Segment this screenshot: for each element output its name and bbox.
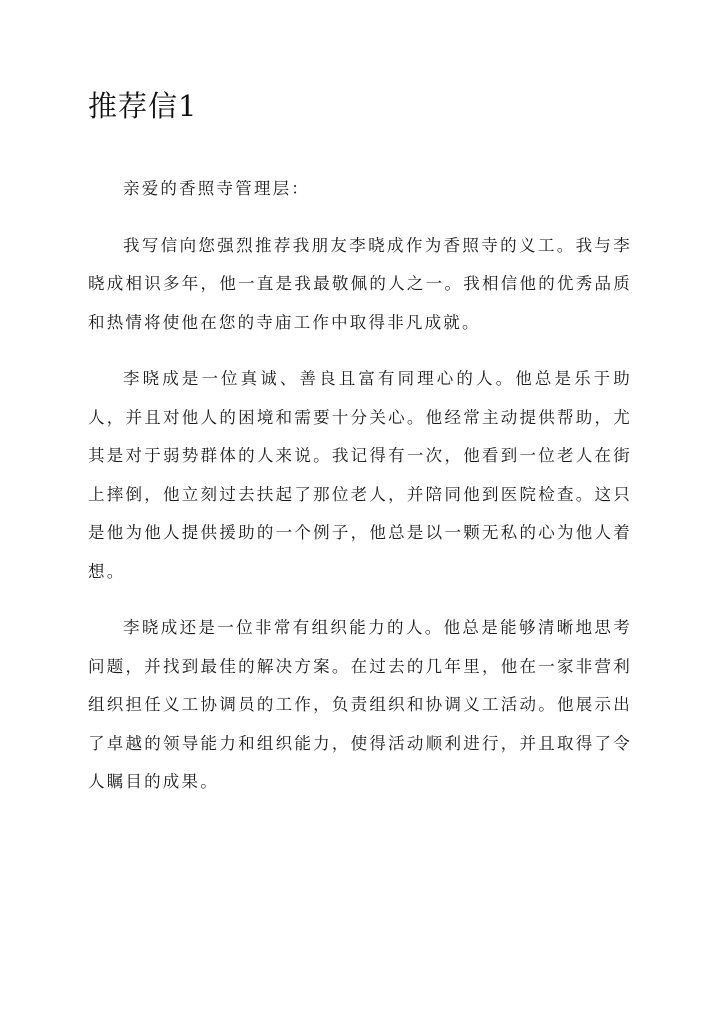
paragraph-recommendation: 我写信向您强烈推荐我朋友李晓成作为香照寺的义工。我与李晓成相识多年，他一直是我最敬佩的人之一。我相信他的优秀品质和热情将使他在您的寺庙工作中取得非凡成就。 [88, 235, 632, 332]
letter-body [88, 170, 632, 820]
salutation: 亲爱的香照寺管理层： [123, 179, 310, 198]
document-title: 推荐信1 [88, 89, 198, 123]
paragraph-organization: 李晓成还是一位非常有组织能力的人。他总是能够清晰地思考问题，并找到最佳的解决方案。在过去的几年里，他在一家非营利组织担任义工协调员的工作，负责组织和协调义工活动。他展示出了卓越的领导能力和组织能力，使得活动顺利进行，并且取得了令人瞩目的成果。 [88, 618, 632, 791]
paragraph-character: 李晓成是一位真诚、善良且富有同理心的人。他总是乐于助人，并且对他人的困境和需要十分关心。他经常主动提供帮助，尤其是对于弱势群体的人来说。我记得有一次，他看到一位老人在街上摔倒，他立刻过去扶起了那位老人，并陪同他到医院检查。这只是他为他人提供援助的一个例子，他总是以一颗无私的心为他人着想。 [88, 369, 632, 581]
